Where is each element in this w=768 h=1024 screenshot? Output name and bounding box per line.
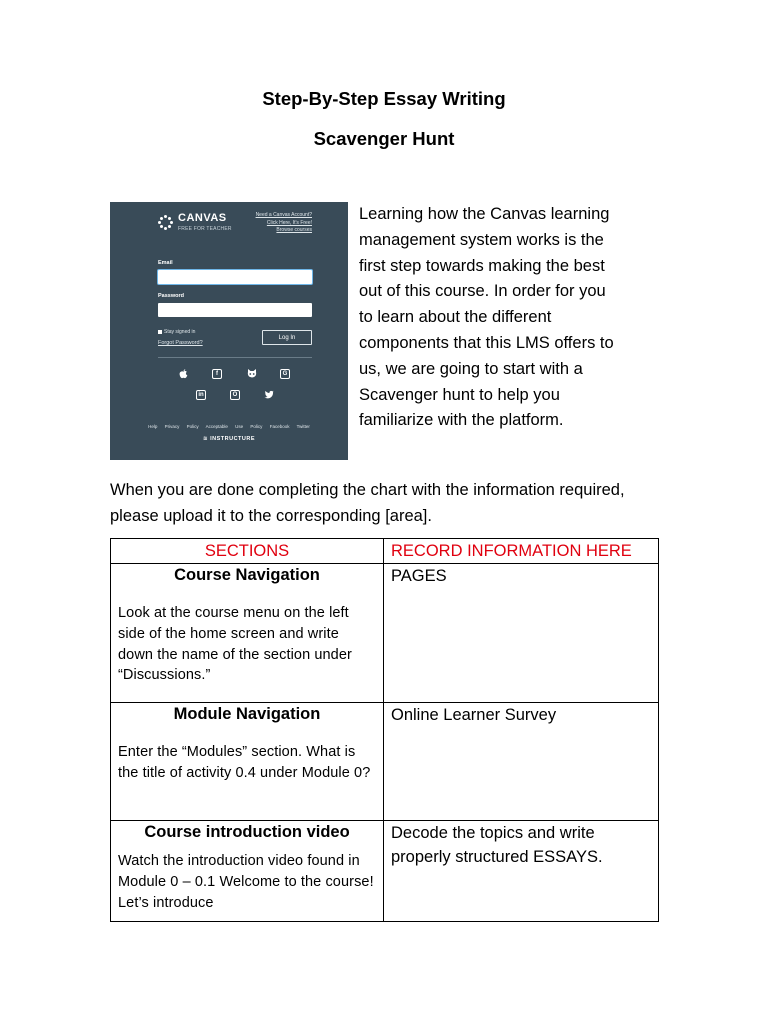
answer-text: PAGES	[391, 567, 447, 585]
table-header-row	[111, 539, 659, 564]
intro-line: Learning how the Canvas learning	[359, 205, 610, 223]
divider	[158, 357, 312, 358]
document-subtitle: Scavenger Hunt	[313, 128, 455, 149]
record-header: RECORD INFORMATION HERE	[384, 539, 659, 564]
section-description: Watch the introduction video found in Module 0 – 0.1 Welcome to the course! Let’s introduce	[118, 853, 374, 911]
facebook-icon: f	[212, 369, 222, 379]
footer-facebook: Facebook	[269, 424, 290, 429]
answer-cell[interactable]	[384, 564, 659, 703]
answer-cell[interactable]	[384, 821, 659, 922]
answer-text: Decode the topics and write properly structured ESSAYS.	[391, 824, 603, 866]
intro-line: Scavenger hunt to help you	[359, 385, 560, 404]
answer-text: Online Learner Survey	[391, 706, 557, 724]
section-title: Course Navigation	[174, 566, 320, 584]
intro-line: out of this course. In order for you	[359, 282, 606, 301]
section-cell	[111, 703, 384, 821]
canvas-login-screenshot	[110, 202, 348, 460]
section-title: Module Navigation	[173, 705, 321, 723]
google-icon: G	[280, 369, 290, 379]
section-description: Enter the “Modules” section. What is the title of activity 0.4 under Module 0?	[118, 744, 371, 781]
linkedin-icon: in	[196, 390, 206, 400]
table-row	[111, 821, 659, 922]
section-cell	[111, 564, 384, 703]
email-field	[158, 270, 312, 284]
answer-cell[interactable]	[384, 703, 659, 821]
instructure-brand: ≋ INSTRUCTURE	[202, 436, 256, 442]
logo-name: CANVAS	[178, 212, 227, 224]
click-here-link: Click Here, It's Free!	[266, 219, 312, 226]
table-row	[111, 703, 659, 821]
intro-line: to learn about the different	[359, 308, 552, 327]
section-description: Look at the course menu on the left side of the home screen and write down the name of the section under “Discussions.”	[118, 605, 352, 684]
scavenger-hunt-table	[110, 538, 659, 922]
brand-text: INSTRUCTURE	[210, 436, 256, 442]
intro-line: first step towards making the best	[359, 256, 605, 275]
browse-courses-link: Browse courses	[276, 227, 312, 233]
intro-line: management system works is the	[359, 230, 604, 249]
github-icon	[246, 368, 257, 379]
apple-icon	[178, 368, 189, 379]
canvas-logo-icon	[158, 215, 173, 230]
instructions-paragraph: When you are done completing the chart with the information required, please upload it to the corresponding [area].	[110, 481, 625, 525]
section-title: Course introduction video	[144, 823, 350, 841]
table-row	[111, 564, 659, 703]
password-label: Password	[158, 293, 184, 299]
footer-privacy: Privacy Policy	[164, 424, 199, 429]
sections-header: SECTIONS	[111, 539, 384, 564]
footer-twitter: Twitter	[296, 424, 310, 429]
footer-links	[110, 424, 348, 429]
document-title: Step-By-Step Essay Writing	[262, 88, 506, 109]
office365-icon: O	[230, 390, 240, 400]
stay-signed-in-label: Stay signed in	[164, 329, 196, 335]
canvas-logo	[158, 213, 232, 232]
section-cell	[111, 821, 384, 922]
forgot-password-link: Forgot Password?	[158, 340, 203, 346]
email-label: Email	[158, 260, 173, 266]
footer-aup: Acceptable Use Policy	[205, 424, 263, 429]
account-links	[256, 212, 312, 235]
stay-signed-in	[158, 329, 195, 335]
need-account-link: Need a Canvas Account?	[255, 212, 312, 218]
intro-line: us, we are going to start with a	[359, 359, 583, 378]
logo-subtitle: FREE FOR TEACHER	[178, 226, 232, 232]
intro-line: components that this LMS offers to	[359, 333, 614, 352]
checkbox-icon	[158, 330, 162, 334]
twitter-icon	[263, 389, 274, 400]
intro-paragraph	[359, 202, 679, 434]
login-button: Log In	[262, 330, 312, 345]
footer-help: Help	[148, 424, 158, 429]
password-field	[158, 303, 312, 317]
intro-line: familiarize with the platform.	[359, 411, 564, 430]
